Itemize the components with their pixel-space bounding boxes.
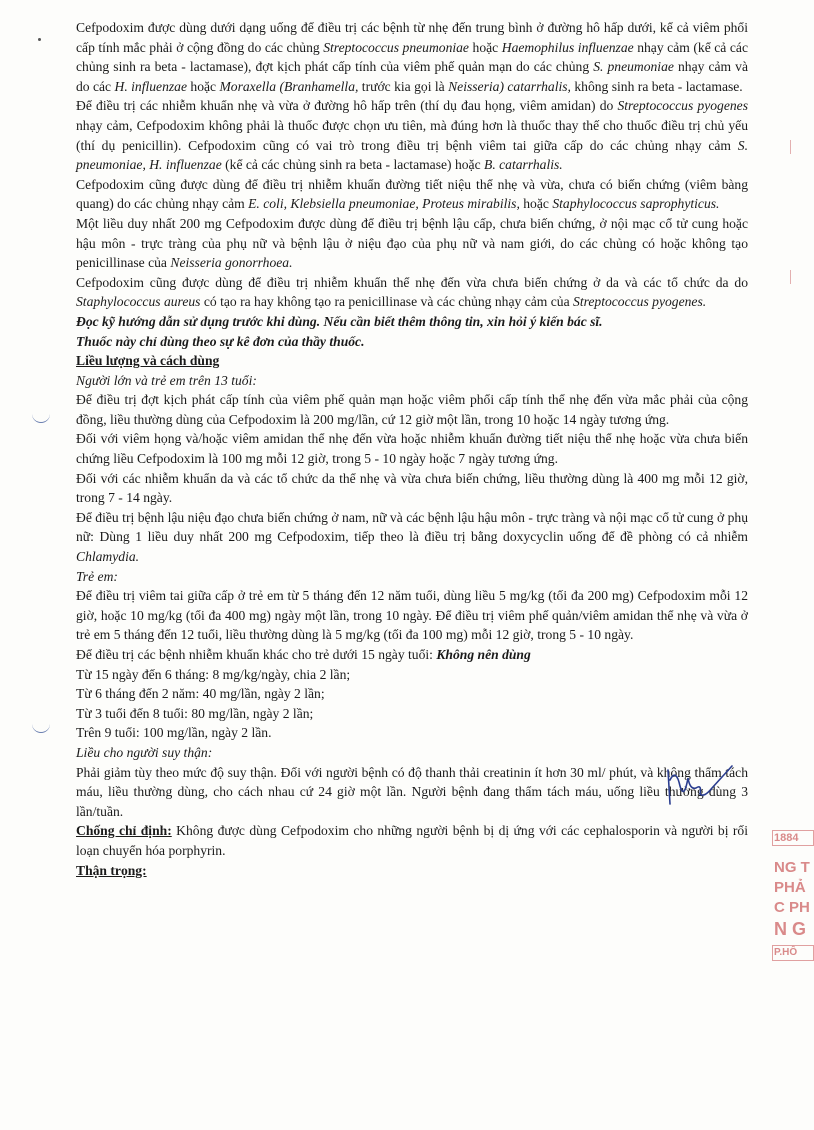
paragraph	[76, 273, 748, 312]
text-run: Cefpodoxim cũng được dùng để điều trị nhiễm khuẩn thể nhẹ đến vừa chưa biến chứng ở da và các tổ chức da do	[76, 274, 748, 290]
text-run: Để điều trị các bệnh nhiễm khuẩn khác cho trẻ dưới 15 ngày tuổi:	[76, 647, 437, 662]
paragraph	[76, 723, 748, 743]
text-run: Không được dùng Cefpodoxim cho những người bệnh bị dị ứng với các cephalosporin và người bị rối loạn chuyển hóa porphyrin.	[76, 823, 749, 858]
paragraph	[76, 684, 748, 704]
text-run: hoặc	[187, 78, 220, 94]
text-run: Để điều trị bệnh lậu niệu đạo chưa biến chứng ở nam, nữ và các bệnh lậu hậu môn - trực tràng và nội mạc cổ tử cung ở phụ nữ: Dùng 1 liều duy nhất 200 mg Cefpodoxim, tiếp theo là điều trị bằng doxycyclin uống để đề phòng có cả nhiễm	[76, 509, 748, 545]
text-run: Moraxella (Branhamella,	[219, 78, 359, 94]
paragraph	[76, 567, 748, 587]
text-run: Thận trọng:	[76, 862, 147, 878]
red-stamp-fragment	[768, 800, 808, 960]
paragraph	[76, 469, 748, 508]
paragraph	[76, 645, 748, 665]
text-run: có tạo ra hay không tạo ra penicillinase và các chủng nhạy cảm của	[200, 294, 574, 310]
text-run: Một liều duy nhất 200 mg Cefpodoxim được dùng để điều trị bệnh lậu cấp, chưa biến chứng, ở nội mạc cổ tử cung hoặc hậu môn - trực tràng của phụ nữ và bệnh lậu ở niệu đạo của phụ nữ và nam giới, do các chủng có hoặc không tạo penicillinase của	[76, 215, 748, 271]
text-run: Không nên dùng	[436, 647, 531, 662]
signature-image	[662, 760, 742, 808]
text-run: Để điều trị các nhiễm khuẩn nhẹ và vừa ở đường hô hấp trên (thí dụ đau họng, viêm amidan) do	[76, 98, 618, 114]
text-run: Cefpodoxim cũng được dùng để điều trị nhiễm khuẩn đường tiết niệu thể nhẹ và vừa, chưa có biến chứng (viêm bàng quang) do các chủng nhạy cảm	[76, 176, 748, 212]
paragraph	[76, 821, 748, 860]
paragraph	[76, 312, 748, 332]
text-run: Staphylococcus saprophyticus.	[552, 196, 720, 212]
text-run: nhạy cảm và do các	[76, 59, 748, 94]
text-run: Từ 3 tuổi đến 8 tuổi: 80 mg/lần, ngày 2 lần;	[76, 705, 314, 721]
text-run: Streptococcus pyogenes	[617, 98, 748, 114]
scan-dot	[38, 38, 41, 41]
text-run: Người lớn và trẻ em trên 13 tuổi:	[76, 372, 257, 388]
paragraph	[76, 508, 748, 567]
paragraph	[76, 96, 748, 174]
paragraph	[76, 665, 748, 685]
edge-mark	[790, 140, 797, 154]
paragraph	[76, 214, 748, 273]
text-run: Trên 9 tuổi: 100 mg/lần, ngày 2 lần.	[76, 725, 272, 741]
text-run: Neisseria gonorrhoea.	[170, 255, 293, 271]
text-run: Streptococcus pneumoniae	[323, 39, 469, 55]
text-run: Neisseria) catarrhalis,	[448, 78, 571, 94]
edge-mark	[790, 270, 797, 284]
text-run: Từ 6 tháng đến 2 năm: 40 mg/lần, ngày 2 lần;	[76, 686, 325, 702]
text-run: Đối với viêm họng và/hoặc viêm amidan thể nhẹ đến vừa hoặc nhiễm khuẩn đường tiết niệu thể nhẹ hoặc vừa chưa biến chứng liều Cefpodoxim là 100 mg mỗi 12 giờ, trong 5 - 10 ngày hoặc 7 ngày tương ứng.	[76, 431, 748, 467]
stamp-line: P.HÔ	[774, 947, 798, 958]
stamp-line: 1884	[774, 832, 799, 844]
paragraph	[76, 351, 748, 371]
text-run: Để điều trị đợt kịch phát cấp tính của viêm phế quản mạn hoặc viêm phổi cấp tính thể nhẹ đến vừa mắc phải của cộng đồng, liều thường dùng của Cefpodoxim là 200 mg/lần, cứ 12 giờ một lần, trong 10 hoặc 14 ngày tương ứng.	[76, 392, 748, 427]
text-run: Phải giảm tùy theo mức độ suy thận. Đối với người bệnh có độ thanh thải creatinin ít hơn 30 ml/ phút, và không thẩm tách máu, liều thường dùng, cho cách nhau cứ 24 giờ một lần. Người bệnh đang thẩm tách máu, uống liều thường dùng 3 lần/tuần.	[76, 764, 748, 819]
text-run: hoặc	[519, 196, 553, 212]
text-run: Staphylococcus aureus	[76, 294, 201, 310]
text-run: không sinh ra beta - lactamase.	[570, 78, 743, 94]
punch-hole-mark	[32, 720, 50, 733]
stamp-line: NG T	[774, 859, 810, 876]
text-run: H. influenzae	[114, 78, 187, 94]
stamp-line: C PH	[774, 899, 810, 916]
text-run: Haemophilus influenzae	[501, 39, 634, 55]
text-run: nhạy cảm, Cefpodoxim không phải là thuốc được chọn ưu tiên, mà đúng hơn là thuốc thay thế cho thuốc điều trị chủ yếu (thí dụ penicillin). Cefpodoxim cũng có vai trò trong điều trị bệnh viêm tai giữa cấp do các chủng nhạy cảm	[76, 117, 748, 153]
text-run: trước kia gọi là	[358, 78, 449, 94]
text-run: S. pneumoniae, H. influenzae	[76, 137, 748, 173]
stamp-line: PHẢ	[774, 879, 806, 896]
punch-hole-mark	[32, 410, 50, 423]
document-body	[76, 18, 748, 880]
paragraph	[76, 18, 748, 96]
paragraph	[76, 763, 748, 822]
text-run: Để điều trị viêm tai giữa cấp ở trẻ em từ 5 tháng đến 12 năm tuổi, dùng liều 5 mg/kg (tối đa 200 mg) Cefpodoxim mỗi 12 giờ, hoặc 10 mg/kg (tối đa 400 mg) ngày một lần, trong 10 ngày. Để điều trị viêm phế quản/viêm amidan thể nhẹ và vừa ở trẻ em 5 tháng đến 12 tuổi, liều thường dùng là 5 mg/kg (tối đa 100 mg) mỗi 12 giờ, trong 5 - 10 ngày.	[76, 588, 748, 643]
text-run: Liều cho người suy thận:	[76, 744, 213, 760]
paragraph	[76, 371, 748, 391]
text-run: hoặc	[468, 39, 502, 55]
paragraph	[76, 743, 748, 763]
paragraph	[76, 390, 748, 429]
paragraph	[76, 175, 748, 214]
text-run: (kể cả các chủng sinh ra beta - lactamase) hoặc	[221, 157, 485, 173]
text-run: Trẻ em:	[76, 568, 118, 584]
stamp-line: N G	[774, 919, 807, 939]
text-run: Thuốc này chỉ dùng theo sự kê đơn của thầy thuốc.	[76, 333, 365, 349]
text-run: E. coli, Klebsiella pneumoniae, Proteus mirabilis,	[248, 196, 520, 212]
text-run: S. pneumoniae	[593, 59, 674, 75]
text-run: Chống chỉ định:	[76, 823, 172, 839]
text-run: Streptococcus pyogenes.	[573, 294, 707, 310]
text-run: Liều lượng và cách dùng	[76, 353, 220, 369]
paragraph	[76, 704, 748, 724]
text-run: Cefpodoxim được dùng dưới dạng uống để điều trị các bệnh từ nhẹ đến trung bình ở đường hô hấp dưới, kể cả viêm phổi cấp tính mắc phải ở cộng đồng do các chủng	[76, 20, 748, 55]
text-run: Đọc kỹ hướng dẫn sử dụng trước khi dùng. Nếu cần biết thêm thông tin, xin hỏi ý kiến bác sĩ.	[76, 313, 603, 329]
text-run: nhạy cảm (kể cả các chủng sinh ra beta - lactamase), đợt kịch phát cấp tính của viêm phế quản mạn do các chủng	[76, 39, 748, 75]
paragraph	[76, 429, 748, 468]
text-run: Chlamydia.	[76, 549, 140, 565]
text-run: Từ 15 ngày đến 6 tháng: 8 mg/kg/ngày, chia 2 lần;	[76, 666, 351, 682]
text-run: B. catarrhalis.	[484, 157, 563, 173]
text-run: Đối với các nhiễm khuẩn da và các tổ chức da thể nhẹ và vừa chưa biến chứng, liều thường dùng là 400 mg mỗi 12 giờ, trong 7 - 14 ngày.	[76, 470, 748, 506]
paragraph	[76, 861, 748, 881]
paragraph	[76, 586, 748, 645]
paragraph	[76, 332, 748, 352]
